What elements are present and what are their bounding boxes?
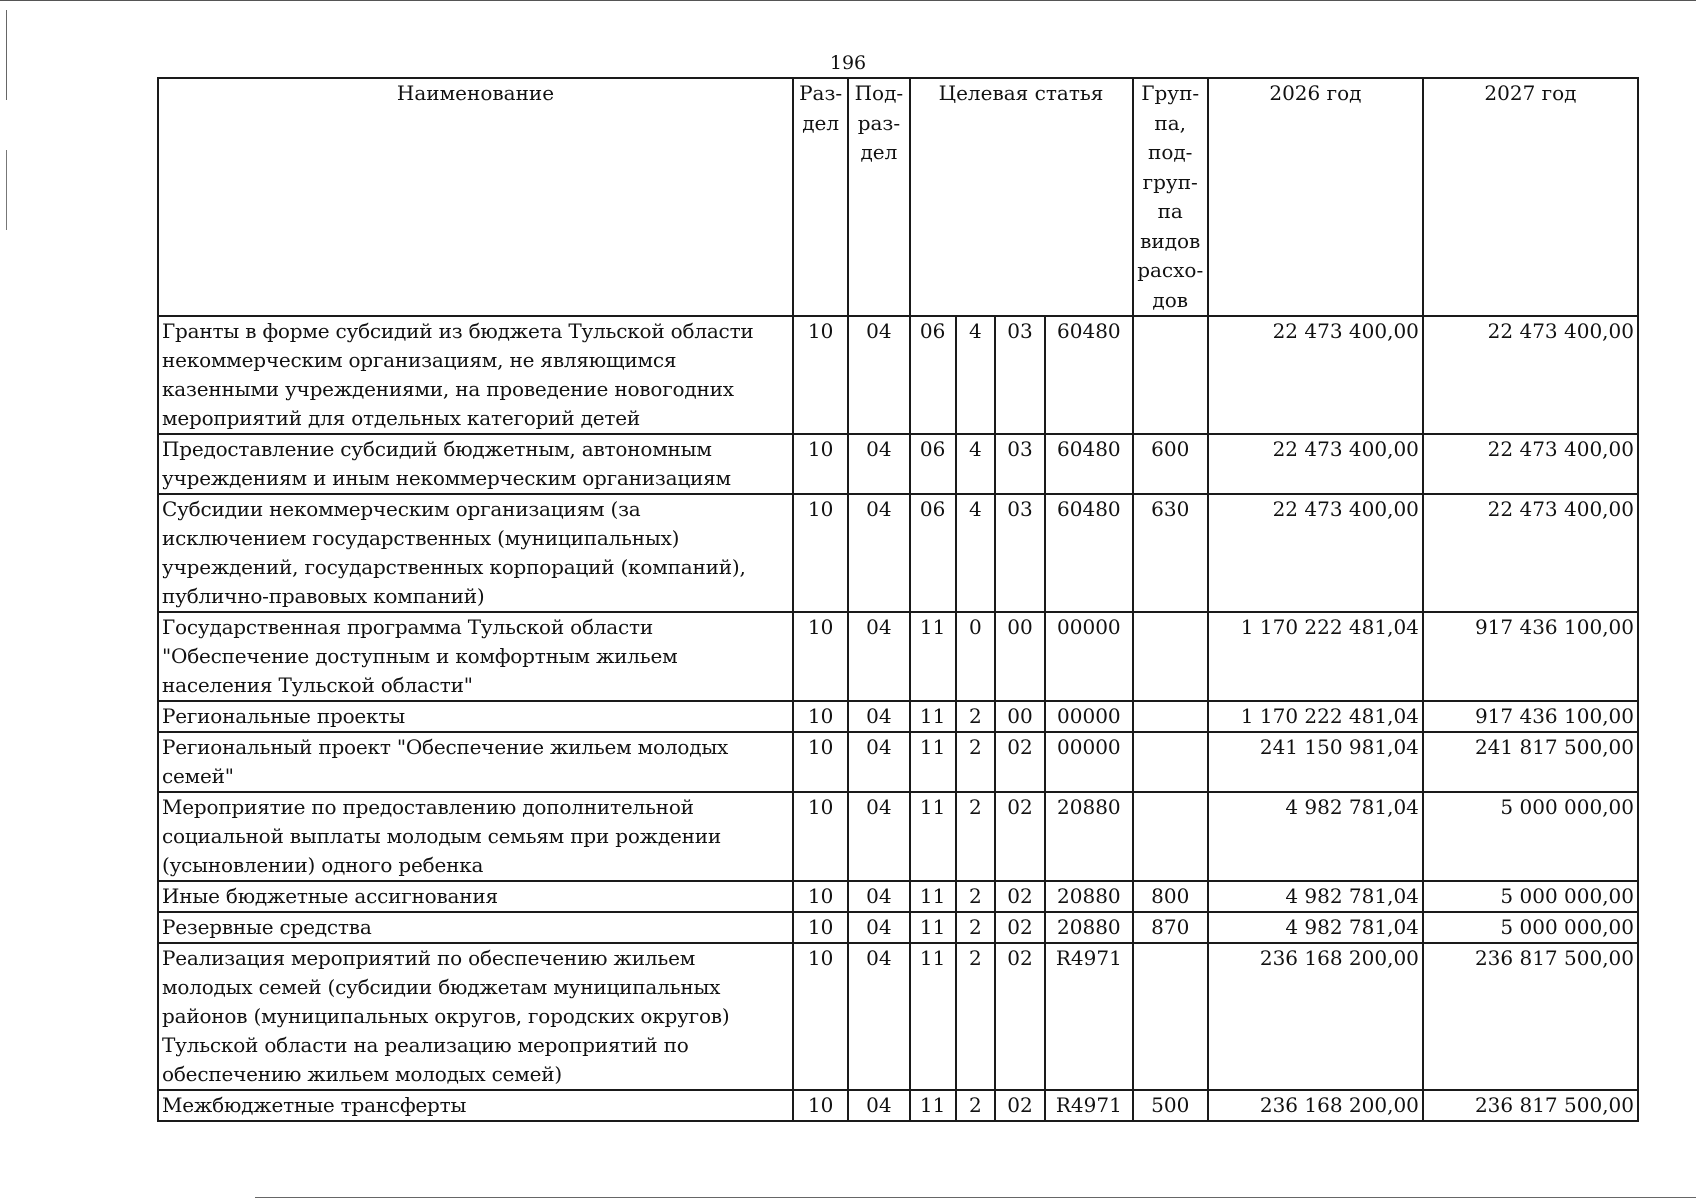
row-expense-group [1133, 792, 1208, 881]
table-row [158, 732, 1638, 792]
row-expense-group [1133, 701, 1208, 732]
row-name: Государственная программа Тульской области "Обеспечение доступным и комфортным жильем населения Тульской области" [158, 612, 793, 701]
table-row [158, 912, 1638, 943]
row-target-direction: 60480 [1045, 434, 1132, 494]
table-header-row [158, 78, 1638, 316]
row-amount-2026: 4 982 781,04 [1208, 792, 1423, 881]
row-section: 10 [793, 912, 848, 943]
row-expense-group: 870 [1133, 912, 1208, 943]
header-name: Наименование [158, 78, 793, 316]
row-amount-2026: 1 170 222 481,04 [1208, 701, 1423, 732]
page-number: 196 [829, 52, 867, 74]
row-target-type: 2 [956, 792, 995, 881]
row-amount-2027: 5 000 000,00 [1423, 792, 1638, 881]
row-name: Реализация мероприятий по обеспечению жильем молодых семей (субсидии бюджетам муниципальных районов (муниципальных округов, городских округов) Тульской области на реализацию мероприятий по обеспечению жильем молодых семей) [158, 943, 793, 1090]
row-target-type: 2 [956, 701, 995, 732]
row-target-element: 00 [995, 701, 1045, 732]
row-target-type: 2 [956, 943, 995, 1090]
header-subsection-line: Под- [854, 81, 904, 105]
header-expense-group-line: груп- [1142, 169, 1198, 194]
header-target-article: Целевая статья [910, 78, 1133, 316]
row-target-type: 4 [956, 494, 995, 612]
row-target-program: 11 [910, 792, 956, 881]
row-name: Мероприятие по предоставлению дополнительной социальной выплаты молодым семьям при рождении (усыновлении) одного ребенка [158, 792, 793, 881]
row-target-element: 00 [995, 612, 1045, 701]
scan-edge-top [0, 0, 1696, 1]
row-name: Гранты в форме субсидий из бюджета Тульской области некоммерческим организациям, не являющимся казенными учреждениями, на проведение новогодних мероприятий для отдельных категорий детей [158, 316, 793, 434]
row-target-program: 11 [910, 701, 956, 732]
row-target-direction: R4971 [1045, 1090, 1132, 1121]
row-target-element: 03 [995, 434, 1045, 494]
row-name: Региональный проект "Обеспечение жильем молодых семей" [158, 732, 793, 792]
header-subsection [848, 78, 909, 316]
row-subsection: 04 [848, 612, 909, 701]
row-amount-2026: 4 982 781,04 [1208, 881, 1423, 912]
row-amount-2027: 5 000 000,00 [1423, 912, 1638, 943]
row-section: 10 [793, 434, 848, 494]
header-expense-group-line: под- [1147, 140, 1193, 164]
row-expense-group [1133, 732, 1208, 792]
row-name: Предоставление субсидий бюджетным, автономным учреждениям и иным некоммерческим организациям [158, 434, 793, 494]
table-row [158, 434, 1638, 494]
row-subsection: 04 [848, 881, 909, 912]
row-target-element: 02 [995, 943, 1045, 1090]
scan-edge-bottom [255, 1197, 1696, 1198]
row-subsection: 04 [848, 912, 909, 943]
table-row [158, 494, 1638, 612]
row-section: 10 [793, 1090, 848, 1121]
row-name: Региональные проекты [158, 701, 793, 732]
header-expense-group-line: расхо- [1137, 258, 1204, 282]
row-target-type: 4 [956, 434, 995, 494]
row-amount-2027: 236 817 500,00 [1423, 1090, 1638, 1121]
row-subsection: 04 [848, 1090, 909, 1121]
row-target-program: 06 [910, 434, 956, 494]
row-target-direction: 60480 [1045, 494, 1132, 612]
row-subsection: 04 [848, 494, 909, 612]
row-amount-2027: 236 817 500,00 [1423, 943, 1638, 1090]
row-target-type: 2 [956, 1090, 995, 1121]
header-year-2026: 2026 год [1208, 78, 1423, 316]
header-section [793, 78, 848, 316]
row-section: 10 [793, 943, 848, 1090]
row-target-direction: 00000 [1045, 701, 1132, 732]
row-amount-2026: 22 473 400,00 [1208, 316, 1423, 434]
row-expense-group [1133, 316, 1208, 434]
row-target-program: 11 [910, 732, 956, 792]
row-amount-2026: 22 473 400,00 [1208, 494, 1423, 612]
row-amount-2026: 22 473 400,00 [1208, 434, 1423, 494]
row-target-element: 03 [995, 316, 1045, 434]
row-subsection: 04 [848, 792, 909, 881]
row-subsection: 04 [848, 434, 909, 494]
header-expense-group-line: Груп- [1141, 81, 1200, 105]
row-target-program: 11 [910, 881, 956, 912]
row-expense-group [1133, 943, 1208, 1090]
row-name: Резервные средства [158, 912, 793, 943]
header-expense-group-line: видов [1140, 228, 1201, 253]
row-target-type: 2 [956, 912, 995, 943]
table-row [158, 316, 1638, 434]
header-expense-group-line: па [1157, 199, 1183, 223]
row-target-element: 02 [995, 732, 1045, 792]
header-section-line: дел [802, 110, 840, 135]
row-section: 10 [793, 881, 848, 912]
row-name: Субсидии некоммерческим организациям (за исключением государственных (муниципальных) учреждений, государственных корпораций (компаний), публично-правовых компаний) [158, 494, 793, 612]
row-expense-group: 800 [1133, 881, 1208, 912]
row-amount-2026: 241 150 981,04 [1208, 732, 1423, 792]
row-target-direction: R4971 [1045, 943, 1132, 1090]
row-amount-2026: 1 170 222 481,04 [1208, 612, 1423, 701]
scan-edge-left-lower [6, 150, 7, 230]
row-target-direction: 20880 [1045, 881, 1132, 912]
row-amount-2027: 241 817 500,00 [1423, 732, 1638, 792]
row-section: 10 [793, 612, 848, 701]
row-target-program: 06 [910, 494, 956, 612]
row-amount-2027: 917 436 100,00 [1423, 612, 1638, 701]
row-amount-2026: 236 168 200,00 [1208, 943, 1423, 1090]
header-year-2027: 2027 год [1423, 78, 1638, 316]
table-row [158, 612, 1638, 701]
table-row [158, 881, 1638, 912]
row-name: Межбюджетные трансферты [158, 1090, 793, 1121]
row-target-direction: 20880 [1045, 912, 1132, 943]
header-expense-group [1133, 78, 1208, 316]
row-target-program: 11 [910, 943, 956, 1090]
row-name: Иные бюджетные ассигнования [158, 881, 793, 912]
row-section: 10 [793, 732, 848, 792]
row-subsection: 04 [848, 316, 909, 434]
row-target-element: 02 [995, 792, 1045, 881]
row-target-type: 2 [956, 732, 995, 792]
row-subsection: 04 [848, 701, 909, 732]
row-target-type: 4 [956, 316, 995, 434]
budget-table [157, 77, 1639, 1122]
row-amount-2027: 917 436 100,00 [1423, 701, 1638, 732]
row-target-element: 02 [995, 881, 1045, 912]
row-expense-group [1133, 612, 1208, 701]
row-amount-2026: 4 982 781,04 [1208, 912, 1423, 943]
row-target-type: 2 [956, 881, 995, 912]
table-row [158, 943, 1638, 1090]
row-subsection: 04 [848, 943, 909, 1090]
table-row [158, 1090, 1638, 1121]
row-target-direction: 00000 [1045, 732, 1132, 792]
row-section: 10 [793, 494, 848, 612]
row-target-direction: 00000 [1045, 612, 1132, 701]
row-target-program: 06 [910, 316, 956, 434]
row-amount-2027: 22 473 400,00 [1423, 434, 1638, 494]
header-expense-group-line: па, [1154, 110, 1187, 135]
row-target-direction: 60480 [1045, 316, 1132, 434]
header-expense-group-line: дов [1152, 287, 1189, 312]
row-section: 10 [793, 792, 848, 881]
row-target-direction: 20880 [1045, 792, 1132, 881]
row-target-element: 02 [995, 912, 1045, 943]
header-subsection-line: раз- [857, 110, 901, 135]
row-target-type: 0 [956, 612, 995, 701]
row-subsection: 04 [848, 732, 909, 792]
table-row [158, 792, 1638, 881]
row-target-element: 03 [995, 494, 1045, 612]
row-expense-group: 630 [1133, 494, 1208, 612]
row-expense-group: 500 [1133, 1090, 1208, 1121]
row-section: 10 [793, 701, 848, 732]
row-target-program: 11 [910, 1090, 956, 1121]
row-target-program: 11 [910, 612, 956, 701]
row-amount-2026: 236 168 200,00 [1208, 1090, 1423, 1121]
row-target-program: 11 [910, 912, 956, 943]
header-section-line: Раз- [799, 81, 843, 105]
row-target-element: 02 [995, 1090, 1045, 1121]
row-amount-2027: 5 000 000,00 [1423, 881, 1638, 912]
row-section: 10 [793, 316, 848, 434]
row-expense-group: 600 [1133, 434, 1208, 494]
row-amount-2027: 22 473 400,00 [1423, 316, 1638, 434]
header-subsection-line: дел [860, 140, 898, 164]
table-row [158, 701, 1638, 732]
row-amount-2027: 22 473 400,00 [1423, 494, 1638, 612]
